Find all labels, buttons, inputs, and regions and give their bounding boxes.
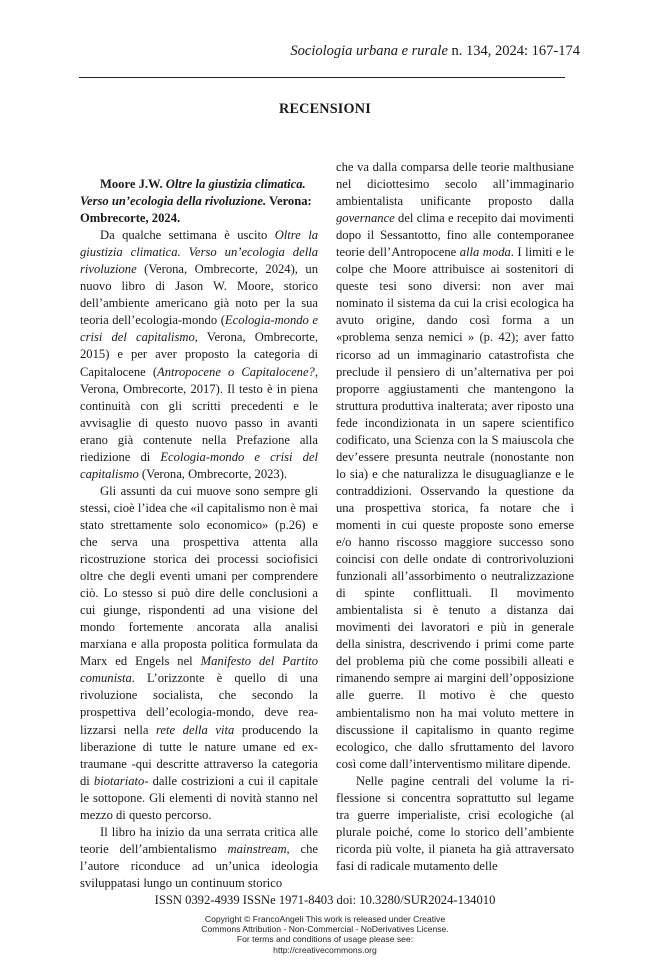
- paragraph: Il libro ha inizio da una serrata critica alle teorie dell’ambientalismo mainstream, che l’autore riconduce ad un’unica ideologia sviluppatasi lungo un continuum storico: [80, 824, 318, 890]
- license-line: Copyright © FrancoAngeli This work is released under Creative: [204, 914, 446, 924]
- journal-issue: n. 134, 2024: 167-174: [447, 43, 580, 59]
- license-link[interactable]: http://creativecommons.org: [273, 944, 377, 955]
- paragraph: Nelle pagine centrali del volume la riflessione si concentra soprattutto sul legame tra guerre imperialiste, crisi ecologiche (al plurale poiché, come lo storico dell’ambiente ricorda più volte, il pianeta ha già attraversato fasi di radicale mutamento delle: [336, 773, 574, 873]
- header-rule: [79, 77, 565, 78]
- journal-header: [70, 43, 580, 60]
- paragraph: Da qualche settimana è uscito Oltre la giustizia climatica. Verso un’ecologia della rivoluzione (Verona, Ombrecorte, 2024), un nuovo libro di Jason W. Moore, storico dell’ambiente americano già noto per la sua teoria dell’ecologia-mondo (Ecologia-mondo e crisi del capitalismo, Verona, Ombrecorte, 2015) e per aver proposto la categoria di Capitalocene (Antropocene o Capitalocene?, Verona, Ombrecorte, 2017). Il testo è in piena continuità con gli scritti precedenti e le avvisaglie di questo nuovo passo in avanti erano già contenute nella Prefazione alla riedizione di Ecologia-mondo e crisi del capitalismo (Verona, Ombrecorte, 2023).: [80, 228, 318, 481]
- paragraph: che va dalla comparsa delle teorie malthusiane nel diciottesimo secolo all’immaginario ambientalista unificante proposto dalla governance del clima e recepito dai movimenti dopo il Sessantotto, fino alle contemporanee teorie dell’Antropocene alla moda. I limiti e le colpe che Moore attribuisce ai sostenitori di queste tesi sono diversi: non aver mai nominato il sistema da cui la crisi ecologica ha avuto origine, dando così forma a un «problema senza nemici » (p. 42); aver fatto ricorso ad un immaginario catastrofista che preclude il pensiero di un’alternativa per poi proporre aggiustamenti che mantengono la struttura produttiva inalterata; aver riposto una fede incondizionata in un sapere scientifico codificato, una Scienza con la S maiuscola che dev’essere presunta neutrale (nonostante non lo sia) e che naturalizza le disuguaglianze e le contraddizioni. Osservando la questione da una prospettiva storica, fa notare che i momenti in cui queste proposte sono emerse e/o hanno riscosso maggiore successo sono coincisi con delle ondate di controrivoluzioni funzionali all’assorbimento o neutralizzazione di spinte conflittuali. Il movimento ambientalista si è tenuto a distanza dai movimenti dei lavoratori e più in generale della sinistra, descrivendo i primi come parte del problema più che come possibili alleati e rimanendo sempre ai margini dell’opposizione alle guerre. Il motivo è che questo ambientalismo non ha mai voluto mettere in discussione il capitalismo in quanto regime ecologico, che dallo sfruttamento del lavoro così come dall’interventismo militare dipende.: [336, 160, 574, 771]
- license-line: For terms and conditions of usage please see:: [236, 934, 414, 945]
- journal-title: Sociologia urbana e rurale: [290, 43, 448, 59]
- section-title: RECENSIONI: [279, 101, 371, 117]
- paragraph: Gli assunti da cui muove sono sempre gli stessi, cioè l’idea che «il capitalismo non è mai stato strettamente solo economico» (p.26) e che serva una prospettiva attenta alla ricostruzione storica dei processi sociofisici oltre che degli eventi umani per comprendere ciò. Lo stesso si può dire delle conclusioni a cui giunge, rispondenti ad una visione del mondo fortemente ancorata alla analisi marxiana e alla proposta politica formulata da Marx ed Engels nel Manifesto del Partito comunista. L’orizzonte è quello di una rivoluzione socialista, che secondo la prospettiva dell’ecologia-mondo, deve realizzarsi nella rete della vita producendo la liberazione di tutte le nature umane ed extraumane -qui descritte attraverso la categoria di biotariato- dalle costrizioni a cui il capitale le sottopone. Gli elementi di novità stanno nel mezzo di questo percorso.: [80, 483, 318, 822]
- right-column: [336, 159, 574, 875]
- left-column: [80, 176, 318, 892]
- review-publisher: Verona: Ombrecorte, 2024.: [80, 194, 312, 226]
- issn-doi-line: ISSN 0392-4939 ISSNe 1971-8403 doi: 10.3280/SUR2024-134010: [154, 893, 496, 907]
- license-line: Commons Attribution - Non-Commercial - NoDerivatives License.: [201, 924, 449, 935]
- review-author: Moore J.W.: [100, 177, 166, 191]
- license-notice: [0, 914, 650, 955]
- review-reference: [80, 176, 318, 227]
- review-book-title: Oltre la giustizia climatica. Verso un’ecologia della rivoluzione.: [80, 177, 306, 209]
